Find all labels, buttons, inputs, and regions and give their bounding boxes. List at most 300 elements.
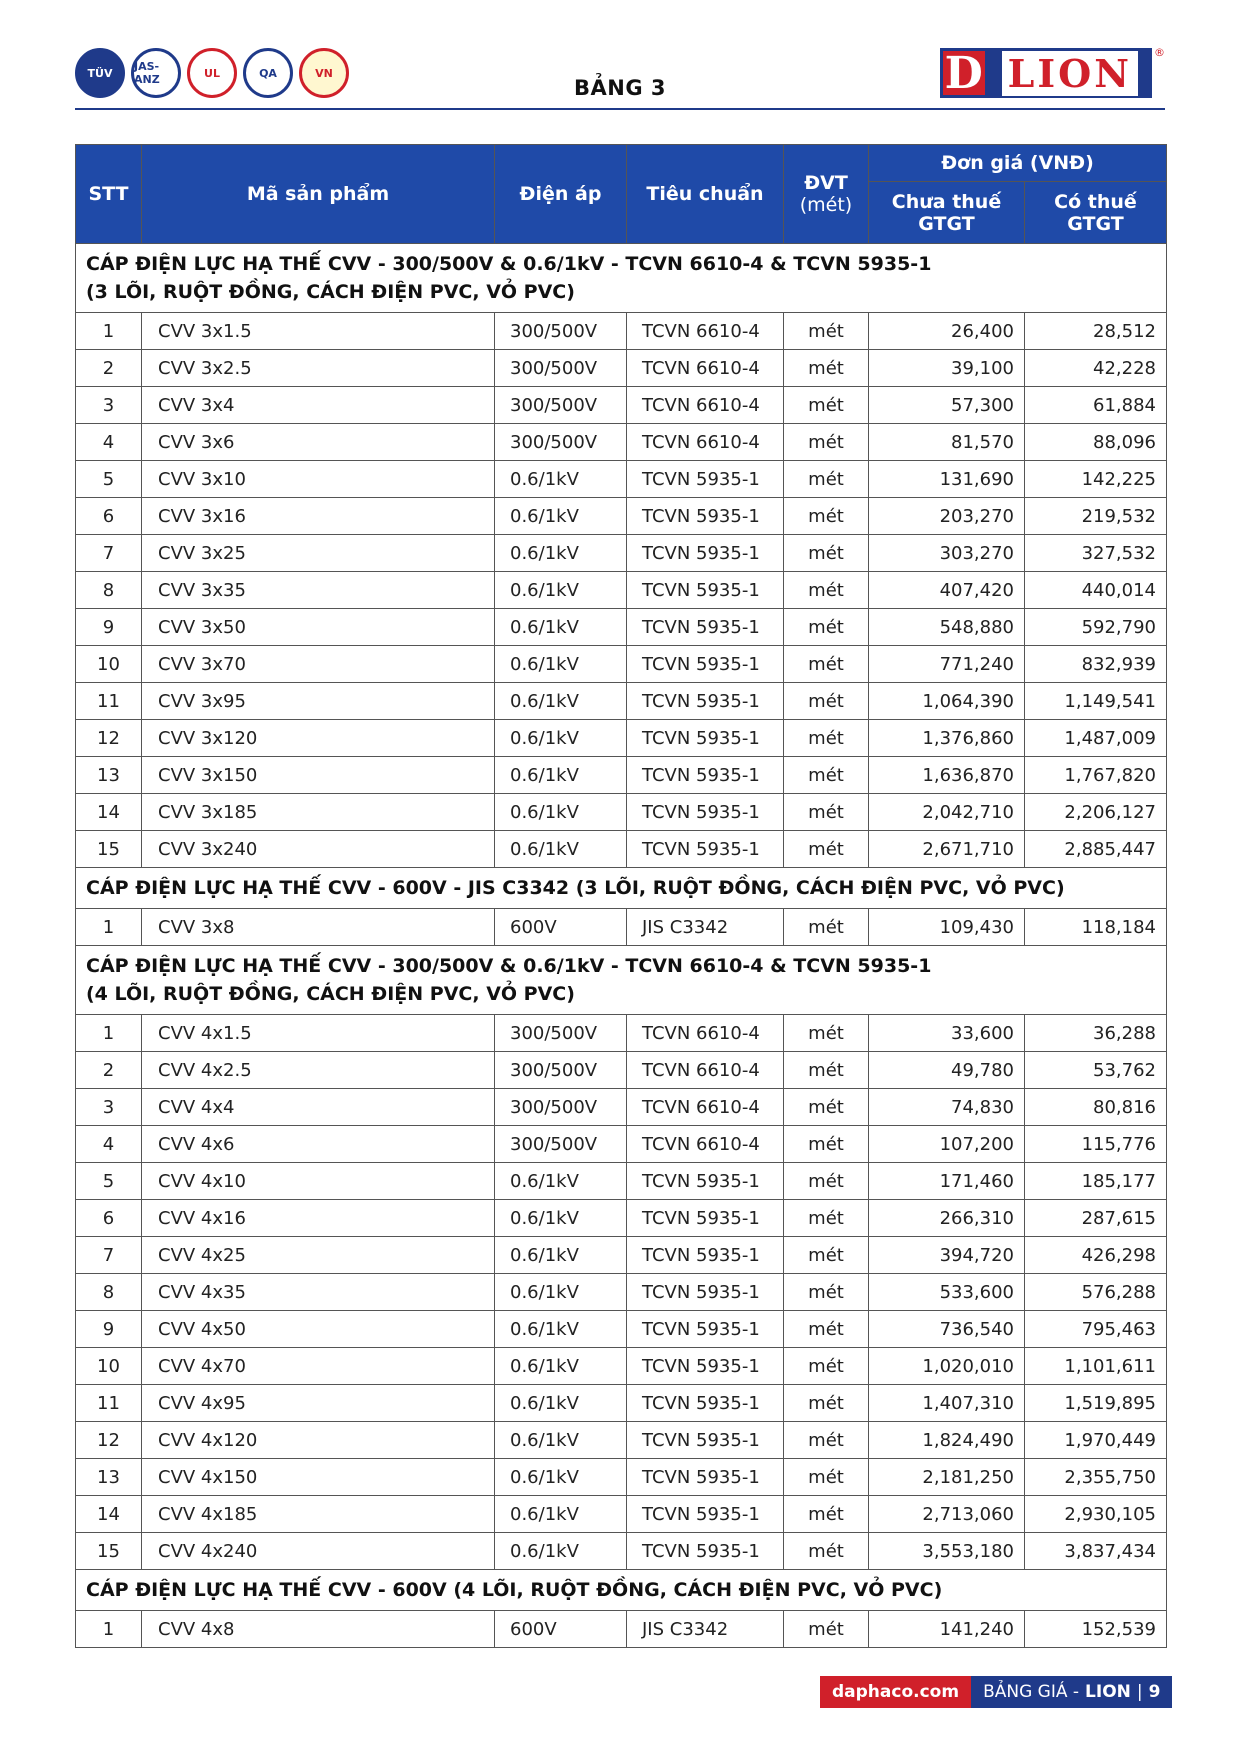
cell-stt: 12	[76, 1422, 142, 1459]
cell-price-incl-vat: 832,939	[1025, 646, 1167, 683]
col-header-price: Đơn giá (VNĐ)	[869, 145, 1167, 182]
table-row	[76, 1459, 1167, 1496]
cell-standard: TCVN 6610-4	[627, 1052, 784, 1089]
cell-product-code: CVV 4x185	[142, 1496, 495, 1533]
cell-product-code: CVV 3x95	[142, 683, 495, 720]
cell-voltage: 300/500V	[495, 424, 627, 461]
cell-stt: 2	[76, 1052, 142, 1089]
cell-price-excl-vat: 141,240	[869, 1611, 1025, 1648]
cell-voltage: 300/500V	[495, 387, 627, 424]
cell-product-code: CVV 3x16	[142, 498, 495, 535]
cell-price-incl-vat: 440,014	[1025, 572, 1167, 609]
table-row	[76, 1611, 1167, 1648]
table-row	[76, 1422, 1167, 1459]
cell-price-incl-vat: 88,096	[1025, 424, 1167, 461]
cell-standard: TCVN 5935-1	[627, 461, 784, 498]
cell-standard: TCVN 5935-1	[627, 1533, 784, 1570]
cell-price-excl-vat: 131,690	[869, 461, 1025, 498]
cell-product-code: CVV 3x70	[142, 646, 495, 683]
cell-voltage: 0.6/1kV	[495, 794, 627, 831]
table-row	[76, 535, 1167, 572]
cell-price-excl-vat: 771,240	[869, 646, 1025, 683]
cell-stt: 4	[76, 424, 142, 461]
col-header-unit-label: ĐVT	[804, 172, 848, 194]
cell-price-incl-vat: 152,539	[1025, 1611, 1167, 1648]
col-header-price-incl-line2: GTGT	[1067, 212, 1124, 235]
cell-unit: mét	[784, 1533, 869, 1570]
footer-label-prefix: BẢNG GIÁ -	[983, 1682, 1080, 1702]
lion-logo	[940, 46, 1165, 100]
cell-product-code: CVV 4x8	[142, 1611, 495, 1648]
section-title	[76, 868, 1167, 909]
cell-product-code: CVV 4x10	[142, 1163, 495, 1200]
table-row	[76, 350, 1167, 387]
cell-price-excl-vat: 171,460	[869, 1163, 1025, 1200]
cell-stt: 13	[76, 757, 142, 794]
cell-voltage: 0.6/1kV	[495, 498, 627, 535]
table-row	[76, 572, 1167, 609]
cell-product-code: CVV 3x2.5	[142, 350, 495, 387]
cell-price-incl-vat: 118,184	[1025, 909, 1167, 946]
cell-voltage: 0.6/1kV	[495, 683, 627, 720]
cell-price-incl-vat: 2,930,105	[1025, 1496, 1167, 1533]
cell-stt: 1	[76, 1015, 142, 1052]
col-header-price-incl-vat	[1025, 182, 1167, 244]
cell-stt: 14	[76, 1496, 142, 1533]
table-row	[76, 313, 1167, 350]
cell-voltage: 0.6/1kV	[495, 1200, 627, 1237]
cell-standard: TCVN 5935-1	[627, 1422, 784, 1459]
cell-product-code: CVV 4x25	[142, 1237, 495, 1274]
cell-price-incl-vat: 1,149,541	[1025, 683, 1167, 720]
cell-standard: TCVN 5935-1	[627, 1237, 784, 1274]
cell-unit: mét	[784, 909, 869, 946]
cell-price-incl-vat: 795,463	[1025, 1311, 1167, 1348]
cell-standard: TCVN 5935-1	[627, 1274, 784, 1311]
cell-standard: TCVN 5935-1	[627, 1163, 784, 1200]
page-footer	[820, 1676, 1172, 1708]
cell-standard: TCVN 5935-1	[627, 794, 784, 831]
cell-stt: 8	[76, 572, 142, 609]
table-row	[76, 1533, 1167, 1570]
cell-unit: mét	[784, 646, 869, 683]
cell-unit: mét	[784, 1163, 869, 1200]
cell-standard: TCVN 5935-1	[627, 1348, 784, 1385]
cell-unit: mét	[784, 1496, 869, 1533]
cell-unit: mét	[784, 313, 869, 350]
cell-stt: 10	[76, 646, 142, 683]
cell-standard: TCVN 5935-1	[627, 572, 784, 609]
cell-price-excl-vat: 2,671,710	[869, 831, 1025, 868]
cell-unit: mét	[784, 609, 869, 646]
cell-price-excl-vat: 2,042,710	[869, 794, 1025, 831]
cell-unit: mét	[784, 1126, 869, 1163]
logo-word: LION	[1002, 51, 1138, 96]
cell-price-incl-vat: 1,101,611	[1025, 1348, 1167, 1385]
col-header-price-incl-line1: Có thuế	[1054, 190, 1137, 213]
cell-standard: TCVN 5935-1	[627, 831, 784, 868]
page-number: 9	[1148, 1682, 1161, 1702]
cell-product-code: CVV 4x35	[142, 1274, 495, 1311]
cell-voltage: 300/500V	[495, 1052, 627, 1089]
cell-stt: 4	[76, 1126, 142, 1163]
cell-product-code: CVV 4x4	[142, 1089, 495, 1126]
cell-stt: 15	[76, 1533, 142, 1570]
cell-standard: TCVN 5935-1	[627, 1200, 784, 1237]
table-row	[76, 1126, 1167, 1163]
cell-product-code: CVV 4x50	[142, 1311, 495, 1348]
cell-standard: TCVN 6610-4	[627, 387, 784, 424]
cell-voltage: 0.6/1kV	[495, 535, 627, 572]
cell-price-incl-vat: 3,837,434	[1025, 1533, 1167, 1570]
cell-standard: TCVN 5935-1	[627, 1311, 784, 1348]
cell-standard: TCVN 6610-4	[627, 424, 784, 461]
cell-standard: TCVN 5935-1	[627, 1459, 784, 1496]
cell-stt: 5	[76, 1163, 142, 1200]
cell-voltage: 300/500V	[495, 1015, 627, 1052]
cell-standard: TCVN 6610-4	[627, 1015, 784, 1052]
cell-unit: mét	[784, 1089, 869, 1126]
cell-price-incl-vat: 1,519,895	[1025, 1385, 1167, 1422]
cell-unit: mét	[784, 1052, 869, 1089]
cell-standard: JIS C3342	[627, 909, 784, 946]
cell-unit: mét	[784, 1015, 869, 1052]
cell-price-incl-vat: 2,885,447	[1025, 831, 1167, 868]
section-title	[76, 946, 1167, 1015]
cell-voltage: 0.6/1kV	[495, 1422, 627, 1459]
cell-price-incl-vat: 142,225	[1025, 461, 1167, 498]
col-header-unit-sub: (mét)	[799, 194, 853, 216]
cell-stt: 11	[76, 683, 142, 720]
table-row	[76, 757, 1167, 794]
cell-price-excl-vat: 81,570	[869, 424, 1025, 461]
cell-product-code: CVV 3x6	[142, 424, 495, 461]
col-header-voltage: Điện áp	[495, 145, 627, 244]
cell-product-code: CVV 4x16	[142, 1200, 495, 1237]
cell-price-incl-vat: 42,228	[1025, 350, 1167, 387]
cell-voltage: 0.6/1kV	[495, 646, 627, 683]
cell-standard: TCVN 5935-1	[627, 609, 784, 646]
cell-price-incl-vat: 61,884	[1025, 387, 1167, 424]
col-header-price-excl-line1: Chưa thuế	[891, 190, 1002, 213]
footer-separator: |	[1136, 1682, 1143, 1702]
cell-stt: 1	[76, 313, 142, 350]
cell-price-excl-vat: 1,064,390	[869, 683, 1025, 720]
cell-voltage: 0.6/1kV	[495, 461, 627, 498]
cell-standard: TCVN 5935-1	[627, 535, 784, 572]
cell-standard: TCVN 5935-1	[627, 498, 784, 535]
cell-unit: mét	[784, 1200, 869, 1237]
cell-price-excl-vat: 109,430	[869, 909, 1025, 946]
cell-price-incl-vat: 185,177	[1025, 1163, 1167, 1200]
cell-price-incl-vat: 28,512	[1025, 313, 1167, 350]
cell-standard: TCVN 6610-4	[627, 1089, 784, 1126]
cell-price-incl-vat: 2,206,127	[1025, 794, 1167, 831]
cell-price-excl-vat: 49,780	[869, 1052, 1025, 1089]
cell-product-code: CVV 4x70	[142, 1348, 495, 1385]
cell-product-code: CVV 4x240	[142, 1533, 495, 1570]
section-header-row	[76, 946, 1167, 1015]
cell-stt: 15	[76, 831, 142, 868]
cell-price-incl-vat: 1,767,820	[1025, 757, 1167, 794]
section-title-line: CÁP ĐIỆN LỰC HẠ THẾ CVV - 600V - JIS C3342 (3 LÕI, RUỘT ĐỒNG, CÁCH ĐIỆN PVC, VỎ PVC)	[86, 877, 1065, 899]
cell-unit: mét	[784, 498, 869, 535]
table-row	[76, 387, 1167, 424]
cell-product-code: CVV 3x25	[142, 535, 495, 572]
cell-price-excl-vat: 203,270	[869, 498, 1025, 535]
table-row	[76, 424, 1167, 461]
cell-standard: TCVN 5935-1	[627, 1496, 784, 1533]
cell-standard: TCVN 5935-1	[627, 646, 784, 683]
cell-unit: mét	[784, 1348, 869, 1385]
cell-product-code: CVV 3x50	[142, 609, 495, 646]
cell-unit: mét	[784, 1274, 869, 1311]
cell-stt: 10	[76, 1348, 142, 1385]
cell-voltage: 0.6/1kV	[495, 1496, 627, 1533]
cell-stt: 9	[76, 1311, 142, 1348]
col-header-unit	[784, 145, 869, 244]
table-row	[76, 831, 1167, 868]
cell-stt: 14	[76, 794, 142, 831]
page-header	[75, 40, 1165, 110]
cell-unit: mét	[784, 831, 869, 868]
cell-product-code: CVV 4x150	[142, 1459, 495, 1496]
col-header-code: Mã sản phẩm	[142, 145, 495, 244]
cell-product-code: CVV 3x120	[142, 720, 495, 757]
cell-product-code: CVV 3x1.5	[142, 313, 495, 350]
table-row	[76, 498, 1167, 535]
cell-stt: 13	[76, 1459, 142, 1496]
cell-product-code: CVV 4x2.5	[142, 1052, 495, 1089]
registered-mark: ®	[1154, 46, 1165, 59]
table-row	[76, 1089, 1167, 1126]
table-row	[76, 1015, 1167, 1052]
cell-stt: 1	[76, 909, 142, 946]
cell-voltage: 0.6/1kV	[495, 1163, 627, 1200]
table-row	[76, 1163, 1167, 1200]
cell-price-incl-vat: 1,487,009	[1025, 720, 1167, 757]
jas-anz-cert-icon: JAS-ANZ	[131, 48, 181, 98]
table-row	[76, 794, 1167, 831]
cell-voltage: 600V	[495, 1611, 627, 1648]
cell-voltage: 0.6/1kV	[495, 1311, 627, 1348]
section-title-line: CÁP ĐIỆN LỰC HẠ THẾ CVV - 600V (4 LÕI, RUỘT ĐỒNG, CÁCH ĐIỆN PVC, VỎ PVC)	[86, 1579, 943, 1601]
cell-stt: 9	[76, 609, 142, 646]
section-title-line: CÁP ĐIỆN LỰC HẠ THẾ CVV - 300/500V & 0.6/1kV - TCVN 6610-4 & TCVN 5935-1	[86, 955, 932, 977]
section-header-row	[76, 1570, 1167, 1611]
cell-unit: mét	[784, 572, 869, 609]
cell-price-excl-vat: 407,420	[869, 572, 1025, 609]
cell-voltage: 0.6/1kV	[495, 609, 627, 646]
table-row	[76, 720, 1167, 757]
cell-standard: TCVN 5935-1	[627, 757, 784, 794]
col-header-price-excl-vat	[869, 182, 1025, 244]
cell-voltage: 300/500V	[495, 313, 627, 350]
cell-unit: mét	[784, 683, 869, 720]
cell-price-excl-vat: 2,713,060	[869, 1496, 1025, 1533]
cell-price-excl-vat: 303,270	[869, 535, 1025, 572]
cell-voltage: 300/500V	[495, 350, 627, 387]
header-divider	[75, 108, 1165, 110]
cell-price-incl-vat: 327,532	[1025, 535, 1167, 572]
col-header-price-excl-line2: GTGT	[918, 212, 975, 235]
table-row	[76, 1200, 1167, 1237]
cell-unit: mét	[784, 1311, 869, 1348]
cell-price-excl-vat: 107,200	[869, 1126, 1025, 1163]
cell-unit: mét	[784, 535, 869, 572]
section-title	[76, 244, 1167, 313]
cell-voltage: 0.6/1kV	[495, 1348, 627, 1385]
cell-price-excl-vat: 2,181,250	[869, 1459, 1025, 1496]
cell-voltage: 0.6/1kV	[495, 1385, 627, 1422]
footer-site-link[interactable]: daphaco.com	[820, 1676, 971, 1708]
cell-product-code: CVV 3x185	[142, 794, 495, 831]
table-row	[76, 461, 1167, 498]
cell-product-code: CVV 3x150	[142, 757, 495, 794]
table-row	[76, 1385, 1167, 1422]
cell-price-excl-vat: 548,880	[869, 609, 1025, 646]
table-row	[76, 1052, 1167, 1089]
cell-price-excl-vat: 394,720	[869, 1237, 1025, 1274]
cell-price-incl-vat: 592,790	[1025, 609, 1167, 646]
footer-brand: LION	[1085, 1682, 1131, 1702]
section-title-line: (4 LÕI, RUỘT ĐỒNG, CÁCH ĐIỆN PVC, VỎ PVC)	[86, 983, 575, 1005]
qa-cert-icon: QA	[243, 48, 293, 98]
cell-price-incl-vat: 1,970,449	[1025, 1422, 1167, 1459]
cell-price-excl-vat: 1,636,870	[869, 757, 1025, 794]
col-header-standard: Tiêu chuẩn	[627, 145, 784, 244]
cell-stt: 7	[76, 535, 142, 572]
vietnam-quality-cert-icon: VN	[299, 48, 349, 98]
cell-unit: mét	[784, 461, 869, 498]
section-title-line: (3 LÕI, RUỘT ĐỒNG, CÁCH ĐIỆN PVC, VỎ PVC)	[86, 281, 575, 303]
cell-standard: TCVN 5935-1	[627, 720, 784, 757]
cell-product-code: CVV 3x10	[142, 461, 495, 498]
cell-price-incl-vat: 115,776	[1025, 1126, 1167, 1163]
cell-unit: mét	[784, 1237, 869, 1274]
cell-stt: 1	[76, 1611, 142, 1648]
cell-voltage: 0.6/1kV	[495, 572, 627, 609]
ul-cert-icon: UL	[187, 48, 237, 98]
table-row	[76, 646, 1167, 683]
col-header-stt: STT	[76, 145, 142, 244]
cell-price-incl-vat: 219,532	[1025, 498, 1167, 535]
cell-price-excl-vat: 57,300	[869, 387, 1025, 424]
table-row	[76, 609, 1167, 646]
cell-price-incl-vat: 426,298	[1025, 1237, 1167, 1274]
cell-price-excl-vat: 1,020,010	[869, 1348, 1025, 1385]
section-header-row	[76, 244, 1167, 313]
section-title	[76, 1570, 1167, 1611]
cell-price-excl-vat: 736,540	[869, 1311, 1025, 1348]
cell-voltage: 0.6/1kV	[495, 1274, 627, 1311]
cell-unit: mét	[784, 1422, 869, 1459]
section-header-row	[76, 868, 1167, 909]
cell-price-incl-vat: 2,355,750	[1025, 1459, 1167, 1496]
cell-price-incl-vat: 36,288	[1025, 1015, 1167, 1052]
cell-price-excl-vat: 39,100	[869, 350, 1025, 387]
cell-product-code: CVV 4x6	[142, 1126, 495, 1163]
cell-voltage: 0.6/1kV	[495, 831, 627, 868]
logo-mark-icon: D	[940, 48, 988, 98]
cell-unit: mét	[784, 1611, 869, 1648]
cell-voltage: 0.6/1kV	[495, 1533, 627, 1570]
cell-unit: mét	[784, 387, 869, 424]
table-row	[76, 1274, 1167, 1311]
cell-stt: 11	[76, 1385, 142, 1422]
cell-price-incl-vat: 80,816	[1025, 1089, 1167, 1126]
cell-price-incl-vat: 576,288	[1025, 1274, 1167, 1311]
cell-product-code: CVV 4x1.5	[142, 1015, 495, 1052]
cell-standard: TCVN 5935-1	[627, 1385, 784, 1422]
cell-price-excl-vat: 1,407,310	[869, 1385, 1025, 1422]
cell-stt: 8	[76, 1274, 142, 1311]
cell-voltage: 300/500V	[495, 1126, 627, 1163]
cell-voltage: 0.6/1kV	[495, 1459, 627, 1496]
table-row	[76, 909, 1167, 946]
cell-price-excl-vat: 1,376,860	[869, 720, 1025, 757]
cell-stt: 5	[76, 461, 142, 498]
footer-label	[971, 1676, 1172, 1708]
page-title: BẢNG 3	[574, 76, 666, 100]
cell-unit: mét	[784, 350, 869, 387]
cell-stt: 7	[76, 1237, 142, 1274]
cell-voltage: 0.6/1kV	[495, 1237, 627, 1274]
cell-stt: 6	[76, 498, 142, 535]
cell-stt: 12	[76, 720, 142, 757]
price-table	[75, 144, 1167, 1648]
table-row	[76, 683, 1167, 720]
cell-unit: mét	[784, 1459, 869, 1496]
cell-stt: 3	[76, 1089, 142, 1126]
cell-unit: mét	[784, 424, 869, 461]
cell-price-incl-vat: 53,762	[1025, 1052, 1167, 1089]
cell-product-code: CVV 3x4	[142, 387, 495, 424]
table-row	[76, 1348, 1167, 1385]
table-row	[76, 1496, 1167, 1533]
cell-price-excl-vat: 3,553,180	[869, 1533, 1025, 1570]
cell-voltage: 0.6/1kV	[495, 720, 627, 757]
cell-standard: TCVN 6610-4	[627, 313, 784, 350]
cell-stt: 3	[76, 387, 142, 424]
cell-price-incl-vat: 287,615	[1025, 1200, 1167, 1237]
price-table-body	[76, 244, 1167, 1648]
cell-price-excl-vat: 26,400	[869, 313, 1025, 350]
cell-price-excl-vat: 1,824,490	[869, 1422, 1025, 1459]
cell-standard: JIS C3342	[627, 1611, 784, 1648]
cell-voltage: 300/500V	[495, 1089, 627, 1126]
cell-price-excl-vat: 74,830	[869, 1089, 1025, 1126]
cell-standard: TCVN 5935-1	[627, 683, 784, 720]
cell-voltage: 0.6/1kV	[495, 757, 627, 794]
cell-price-excl-vat: 33,600	[869, 1015, 1025, 1052]
cell-unit: mét	[784, 1385, 869, 1422]
cell-unit: mét	[784, 757, 869, 794]
cell-stt: 2	[76, 350, 142, 387]
cell-unit: mét	[784, 720, 869, 757]
logo-wordmark	[988, 48, 1152, 98]
cell-unit: mét	[784, 794, 869, 831]
cell-product-code: CVV 3x8	[142, 909, 495, 946]
cell-price-excl-vat: 266,310	[869, 1200, 1025, 1237]
cell-stt: 6	[76, 1200, 142, 1237]
cell-voltage: 600V	[495, 909, 627, 946]
section-title-line: CÁP ĐIỆN LỰC HẠ THẾ CVV - 300/500V & 0.6/1kV - TCVN 6610-4 & TCVN 5935-1	[86, 253, 932, 275]
cell-product-code: CVV 3x240	[142, 831, 495, 868]
cell-standard: TCVN 6610-4	[627, 1126, 784, 1163]
cell-price-excl-vat: 533,600	[869, 1274, 1025, 1311]
cell-product-code: CVV 3x35	[142, 572, 495, 609]
